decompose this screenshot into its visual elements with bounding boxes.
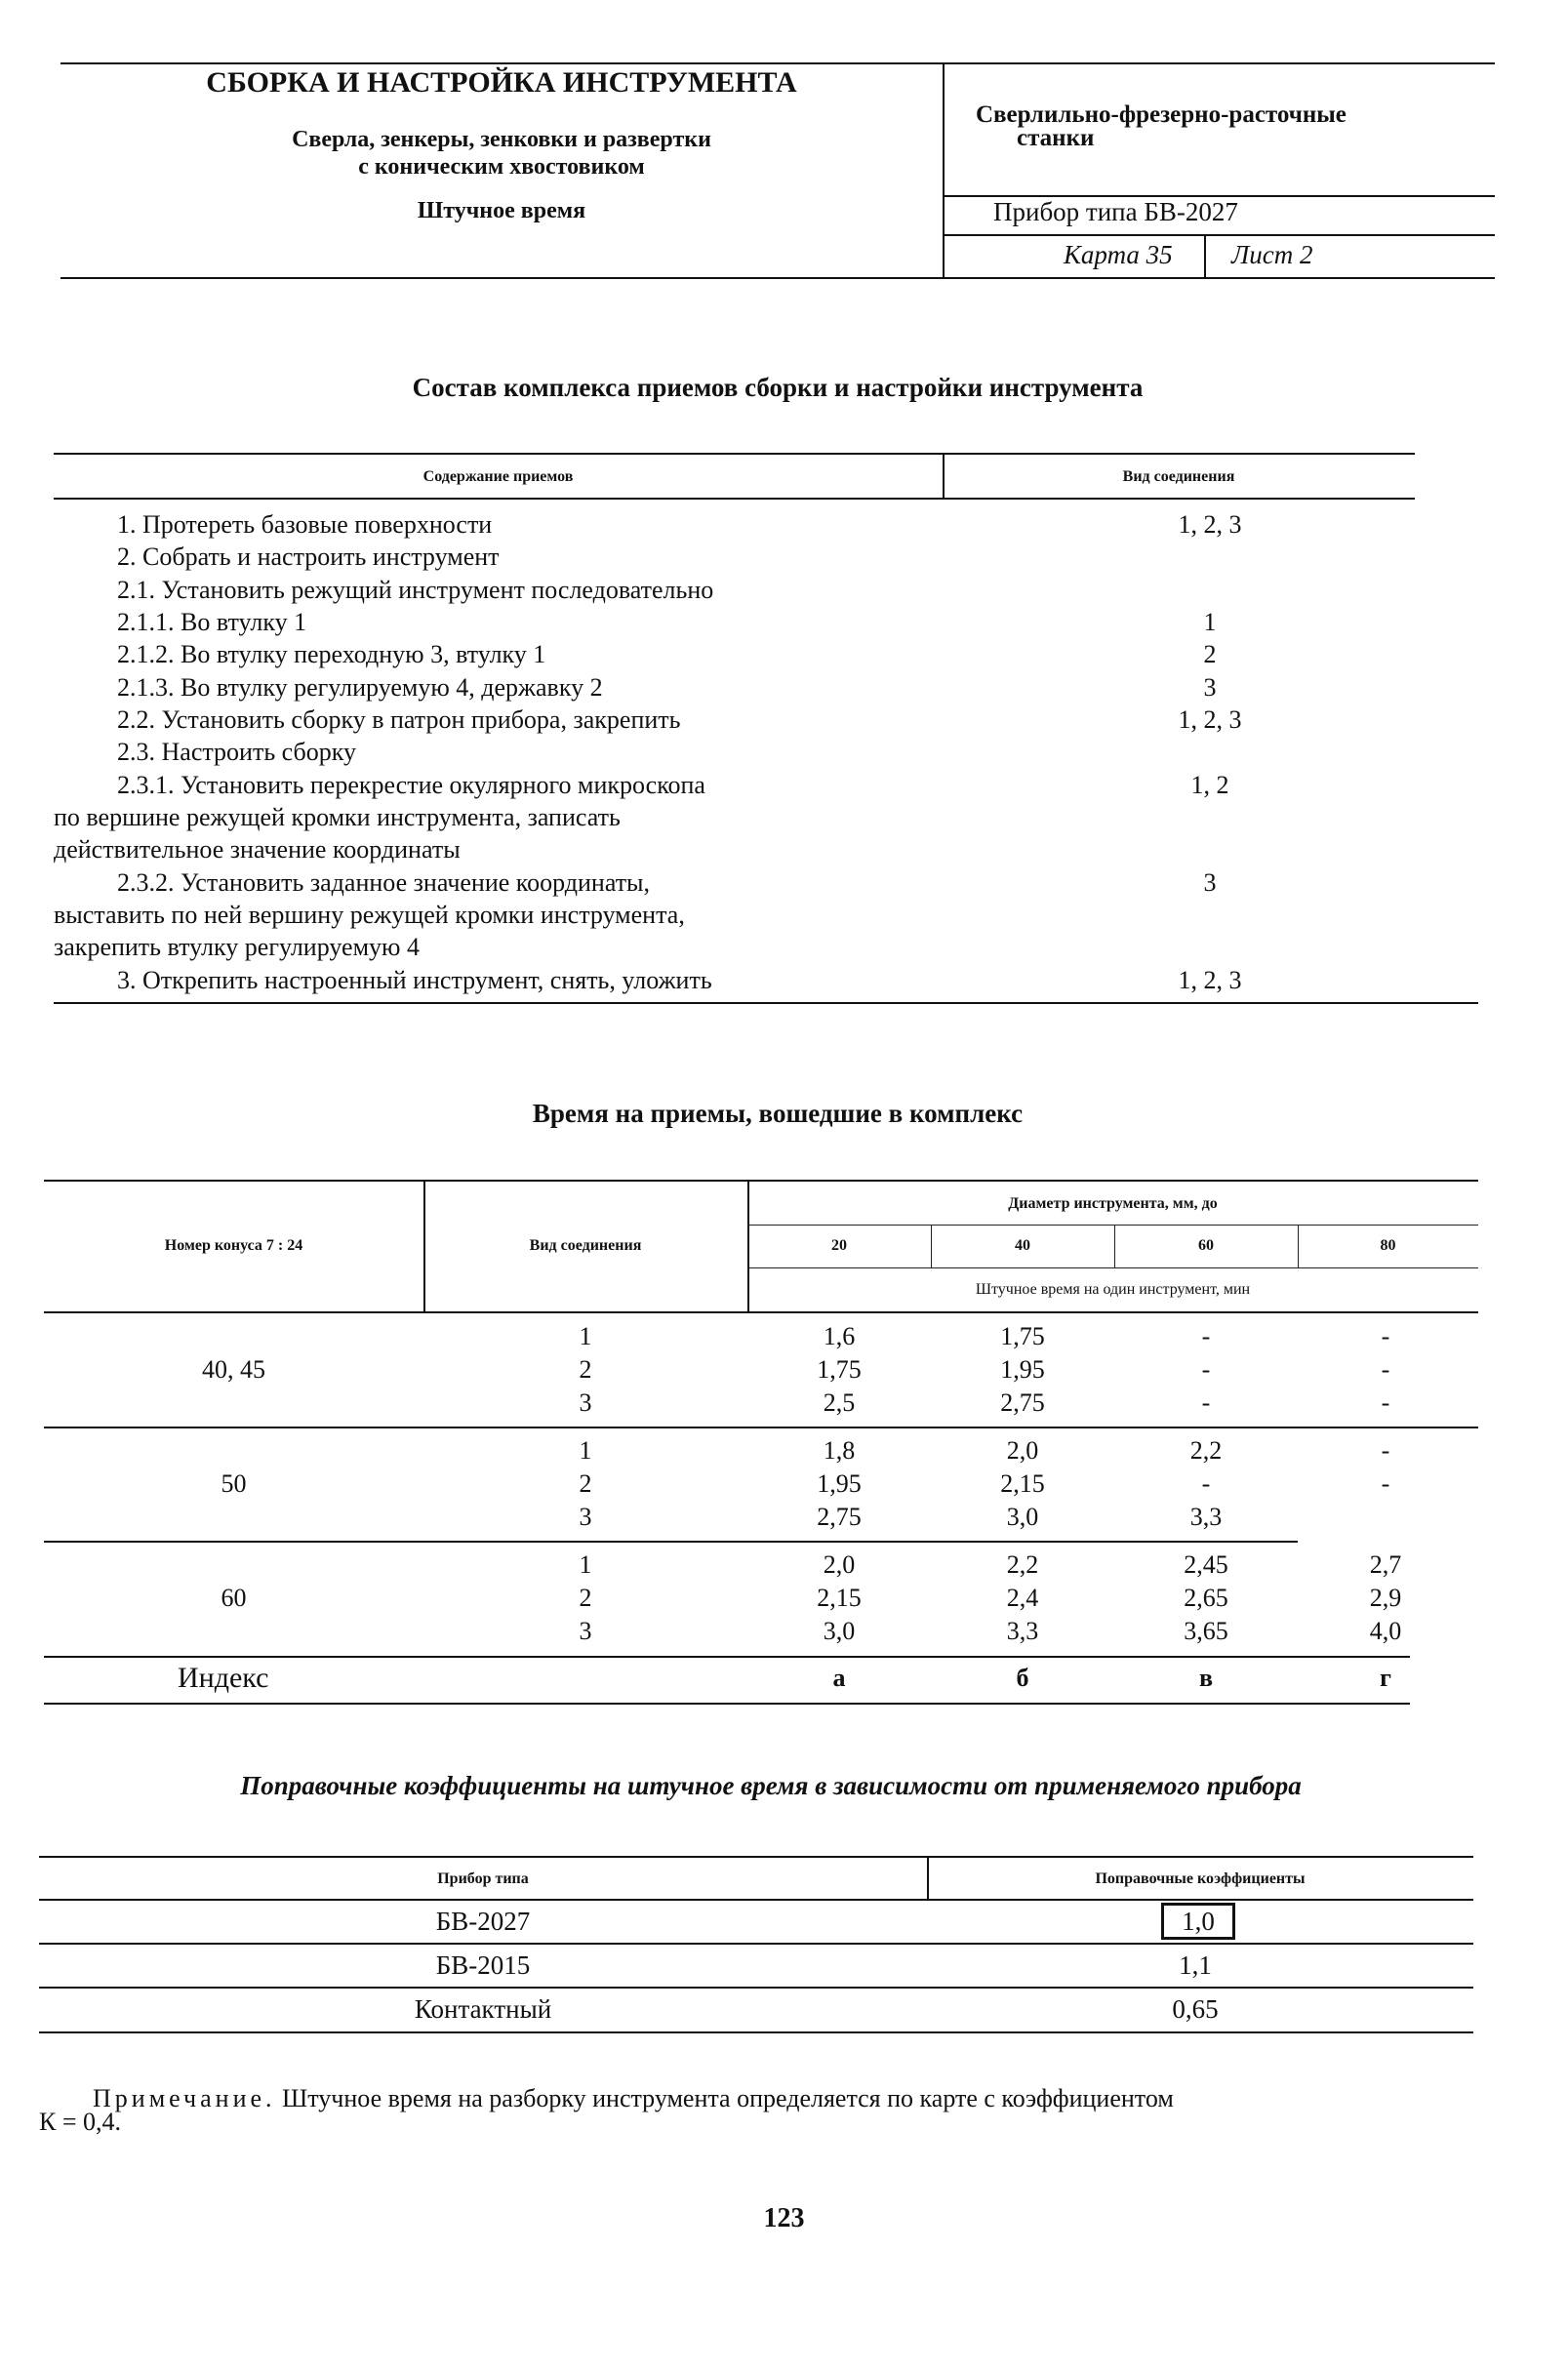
- index-value: в: [1198, 1664, 1214, 1692]
- joint-value: 3: [1203, 868, 1217, 897]
- joint-value: 1, 2, 3: [1178, 705, 1242, 734]
- time-value: 2,4: [1006, 1584, 1039, 1612]
- step-row: 2.2. Установить сборку в патрон прибора, закрепить: [117, 705, 681, 734]
- time-value: 2,65: [1184, 1584, 1228, 1612]
- col-header-coef: Поправочные коэффициенты: [1095, 1870, 1306, 1887]
- machine-type-2: станки: [1017, 125, 1095, 151]
- section1-title: Состав комплекса приемов сборки и настройки инструмента: [412, 373, 1144, 402]
- device-name: БВ-2015: [435, 1950, 531, 1980]
- time-value: -: [1381, 1469, 1390, 1498]
- note-text: [93, 2084, 1174, 2113]
- time-value: 2,9: [1369, 1584, 1402, 1612]
- coef-value: 1,1: [1179, 1950, 1212, 1980]
- machine-type-1: Сверлильно-фрезерно-расточные: [976, 101, 1347, 128]
- step-row: 2.3. Настроить сборку: [117, 738, 357, 766]
- joint-value: 1, 2, 3: [1178, 510, 1242, 539]
- step-row: действительное значение координаты: [54, 835, 461, 864]
- time-value: 1,75: [817, 1355, 862, 1384]
- header-time-label: Штучное время: [417, 198, 586, 223]
- time-value: 2,0: [1006, 1436, 1039, 1465]
- time-value: 2,5: [823, 1388, 856, 1417]
- header-subtitle-2: с коническим хвостовиком: [358, 154, 645, 180]
- time-value: 3,0: [1006, 1503, 1039, 1531]
- time-value: -: [1381, 1322, 1390, 1350]
- time-value: 2,75: [1000, 1388, 1045, 1417]
- step-row: 2. Собрать и настроить инструмент: [117, 543, 500, 571]
- time-value: -: [1381, 1388, 1390, 1417]
- page-number: 123: [763, 2203, 805, 2233]
- time-value: -: [1201, 1322, 1211, 1350]
- coef-value-boxed: 1,0: [1161, 1903, 1235, 1940]
- section3-title: Поправочные коэффициенты на штучное время в зависимости от применяемого прибора: [240, 1771, 1302, 1800]
- col-header-joint-type: Вид соединения: [529, 1237, 642, 1254]
- note-body: Штучное время на разборку инструмента определяется по карте с коэффициентом: [282, 2084, 1174, 2112]
- cone-number: 50: [221, 1469, 247, 1498]
- time-value: 2,15: [1000, 1469, 1045, 1498]
- col-header-device: Прибор типа: [437, 1870, 529, 1887]
- diameter-40: 40: [1015, 1237, 1030, 1254]
- step-row: 2.3.1. Установить перекрестие окулярного микроскопа: [117, 771, 705, 799]
- time-value: 2,75: [817, 1503, 862, 1531]
- joint-type: 2: [579, 1355, 592, 1384]
- step-row: выставить по ней вершину режущей кромки инструмента,: [54, 901, 685, 929]
- time-value: 2,2: [1006, 1550, 1039, 1579]
- sheet-number: Лист 2: [1231, 240, 1313, 269]
- diameter-20: 20: [831, 1237, 847, 1254]
- time-value: 3,0: [823, 1617, 856, 1645]
- index-label: Индекс: [178, 1662, 269, 1694]
- cone-number: 40, 45: [202, 1355, 265, 1384]
- time-value: 3,65: [1184, 1617, 1228, 1645]
- time-value: -: [1381, 1436, 1390, 1465]
- coef-value: 0,65: [1172, 1994, 1219, 2024]
- time-value: 3,3: [1189, 1503, 1223, 1531]
- time-value: 1,95: [817, 1469, 862, 1498]
- index-value: а: [832, 1664, 846, 1692]
- step-row: 2.1.3. Во втулку регулируемую 4, державку 2: [117, 673, 603, 702]
- index-value: б: [1016, 1664, 1029, 1692]
- time-value: 2,2: [1189, 1436, 1223, 1465]
- step-row: закрепить втулку регулируемую 4: [54, 933, 420, 961]
- joint-value: 1, 2, 3: [1178, 966, 1242, 994]
- step-row: по вершине режущей кромки инструмента, записать: [54, 803, 621, 831]
- diameter-60: 60: [1198, 1237, 1214, 1254]
- step-row: 2.1.1. Во втулку 1: [117, 608, 307, 636]
- card-number: Карта 35: [1064, 240, 1173, 269]
- index-value: г: [1380, 1664, 1391, 1692]
- time-value: -: [1201, 1388, 1211, 1417]
- joint-value: 1: [1203, 608, 1217, 636]
- header-subtitle-1: Сверла, зенкеры, зенковки и развертки: [292, 127, 711, 152]
- step-row: 2.1.2. Во втулку переходную 3, втулку 1: [117, 640, 546, 668]
- note-formula: К = 0,4.: [39, 2108, 122, 2136]
- time-value: 1,95: [1000, 1355, 1045, 1384]
- header-title: СБОРКА И НАСТРОЙКА ИНСТРУМЕНТА: [206, 66, 797, 99]
- col-header-joint: Вид соединения: [1122, 468, 1235, 485]
- device-name: БВ-2027: [435, 1907, 531, 1936]
- time-value: 4,0: [1369, 1617, 1402, 1645]
- note-label: Примечание.: [93, 2084, 276, 2112]
- step-row: 2.3.2. Установить заданное значение координаты,: [117, 868, 651, 897]
- joint-type: 2: [579, 1469, 592, 1498]
- time-value: 1,75: [1000, 1322, 1045, 1350]
- joint-type: 2: [579, 1584, 592, 1612]
- time-value: 1,8: [823, 1436, 856, 1465]
- step-row: 2.1. Установить режущий инструмент последовательно: [117, 576, 714, 604]
- time-value: -: [1381, 1355, 1390, 1384]
- time-value: -: [1201, 1355, 1211, 1384]
- section2-title: Время на приемы, вошедшие в комплекс: [532, 1099, 1024, 1128]
- joint-value: 1, 2: [1190, 771, 1229, 799]
- joint-type: 3: [579, 1503, 592, 1531]
- joint-value: 2: [1203, 640, 1217, 668]
- step-row: 1. Протереть базовые поверхности: [117, 510, 493, 539]
- time-value: 3,3: [1006, 1617, 1039, 1645]
- joint-type: 3: [579, 1388, 592, 1417]
- col-header-diameter: Диаметр инструмента, мм, до: [1008, 1195, 1218, 1212]
- diameter-80: 80: [1380, 1237, 1396, 1254]
- joint-type: 3: [579, 1617, 592, 1645]
- joint-type: 1: [579, 1322, 592, 1350]
- time-value: 2,0: [823, 1550, 856, 1579]
- col-header-piece-time: Штучное время на один инструмент, мин: [975, 1281, 1251, 1298]
- cone-number: 60: [221, 1584, 247, 1612]
- time-value: 1,6: [823, 1322, 856, 1350]
- time-value: 2,7: [1369, 1550, 1402, 1579]
- col-header-cone: Номер конуса 7 : 24: [164, 1237, 303, 1254]
- joint-type: 1: [579, 1436, 592, 1465]
- col-header-content: Содержание приемов: [422, 468, 574, 485]
- joint-value: 3: [1203, 673, 1217, 702]
- device-type: Прибор типа БВ-2027: [993, 197, 1238, 226]
- time-value: 2,15: [817, 1584, 862, 1612]
- joint-type: 1: [579, 1550, 592, 1579]
- device-name: Контактный: [414, 1994, 552, 2024]
- time-value: 2,45: [1184, 1550, 1228, 1579]
- time-value: -: [1201, 1469, 1211, 1498]
- step-row: 3. Открепить настроенный инструмент, снять, уложить: [117, 966, 712, 994]
